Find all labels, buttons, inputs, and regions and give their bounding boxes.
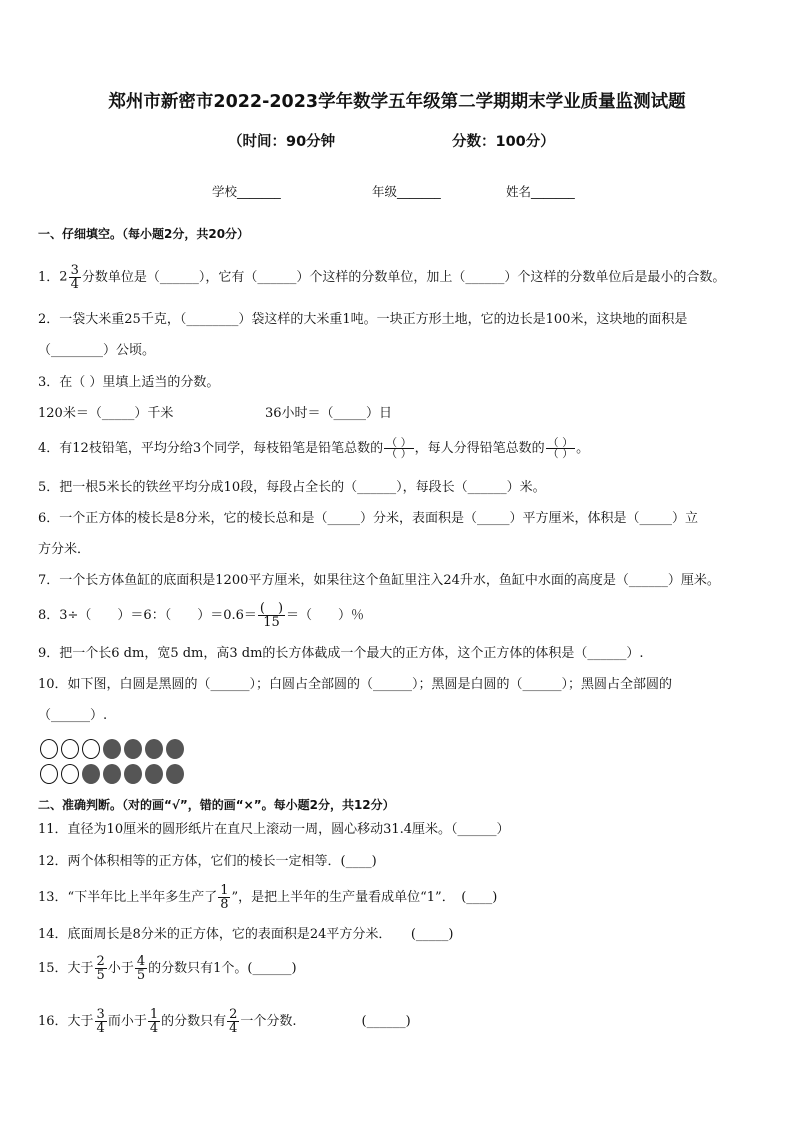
exam-score: 分数：100分）	[452, 134, 555, 150]
black-circle	[82, 764, 100, 784]
question-3-part-a: 120米＝（_____）千米	[38, 406, 174, 421]
white-circle	[40, 764, 58, 784]
question-12: 12．两个体积相等的正方体，它们的棱长一定相等．(____)	[38, 854, 377, 869]
white-circle	[40, 739, 58, 759]
question-9: 9．把一个长6 dm，宽5 dm，高3 dm的长方体截成一个最大的正方体，这个正方体的体积是（______）.	[38, 646, 644, 661]
section-2-heading: 二、准确判断。（对的画“√”，错的画“×”。每小题2分，共12分）	[38, 798, 395, 812]
black-circle	[166, 739, 184, 759]
grade-field[interactable]: 年级_______	[372, 184, 441, 199]
black-circle	[124, 739, 142, 759]
exam-time: （时间：90分钟	[228, 134, 336, 150]
white-circle	[61, 764, 79, 784]
question-2-line-2: （________）公顷。	[38, 343, 156, 358]
question-15: 15．大于 $\frac{2}{5}$ 小于 $\frac{4}{5}$ 的分数只有1个。(______)	[38, 954, 297, 983]
circles-row-2	[40, 764, 187, 788]
question-5: 5．把一根5米长的铁丝平均分成10段，每段占全长的（______），每段长（______）米。	[38, 480, 546, 495]
question-3-part-b: 36小时＝（_____）日	[265, 406, 393, 421]
mixed-number: 2 $\frac{3}{4}$	[59, 263, 79, 292]
question-13: 13．“下半年比上半年多生产了 $\frac{1}{8}$ ”，是把上半年的生产量看成单位“1”． (____)	[38, 883, 498, 912]
question-2-line-1: 2．一袋大米重25千克，（________）袋这样的大米重1吨。一块正方形土地，它的边长是100米，这块地的面积是	[38, 312, 688, 327]
question-6-line-1: 6．一个正方体的棱长是8分米，它的棱长总和是（_____）分米，表面积是（_____）平方厘米，体积是（_____）立	[38, 511, 699, 526]
question-10-line-2: （______）.	[38, 708, 108, 723]
black-circle	[103, 739, 121, 759]
black-circle	[166, 764, 184, 784]
question-11: 11．直径为10厘米的圆形纸片在直尺上滚动一周，圆心移动31.4厘米。（______）	[38, 822, 510, 837]
question-6-line-2: 方分米．	[38, 542, 91, 557]
black-circle	[103, 764, 121, 784]
section-1-heading: 一、仔细填空。（每小题2分，共20分）	[38, 227, 250, 241]
question-3: 3．在（ ）里填上适当的分数。	[38, 375, 220, 390]
black-circle	[124, 764, 142, 784]
circles-row-1	[40, 739, 187, 763]
black-circle	[145, 739, 163, 759]
black-circle	[145, 764, 163, 784]
question-4: 4．有12枝铅笔，平均分给3个同学，每枝铅笔是铅笔总数的 $\frac{( )}{( )}$ ，每人分得铅笔总数的 $\frac{( )}{( )}$ 。	[38, 436, 590, 460]
white-circle	[61, 739, 79, 759]
school-field[interactable]: 学校_______	[212, 184, 281, 199]
question-7: 7．一个长方体鱼缸的底面积是1200平方厘米，如果往这个鱼缸里注入24升水，鱼缸中水面的高度是（______）厘米。	[38, 573, 720, 588]
name-field[interactable]: 姓名_______	[506, 184, 575, 199]
question-14: 14．底面周长是8分米的正方体，它的表面积是24平方分米． (_____)	[38, 927, 454, 942]
question-10-line-1: 10．如下图，白圆是黑圆的（______）；白圆占全部圆的（______）；黑圆是白圆的（______）；黑圆占全部圆的	[38, 677, 673, 692]
question-8: 8．3÷（ ）＝6：（ ）＝0.6＝ $\frac{( )}{15}$ ＝（ ）％	[38, 601, 365, 630]
question-1: 1．2 $\frac{3}{4}$ 分数单位是（______），它有（______）个这样的分数单位，加上（______）个这样的分数单位后是最小的合数。	[38, 263, 726, 292]
page-title: 郑州市新密市2022-2023学年数学五年级第二学期期末学业质量监测试题	[108, 92, 686, 112]
white-circle	[82, 739, 100, 759]
question-16: 16．大于 $\frac{3}{4}$ 而小于 $\frac{1}{4}$ 的分数只有 $\frac{2}{4}$ 一个分数. (______)	[38, 1007, 411, 1036]
